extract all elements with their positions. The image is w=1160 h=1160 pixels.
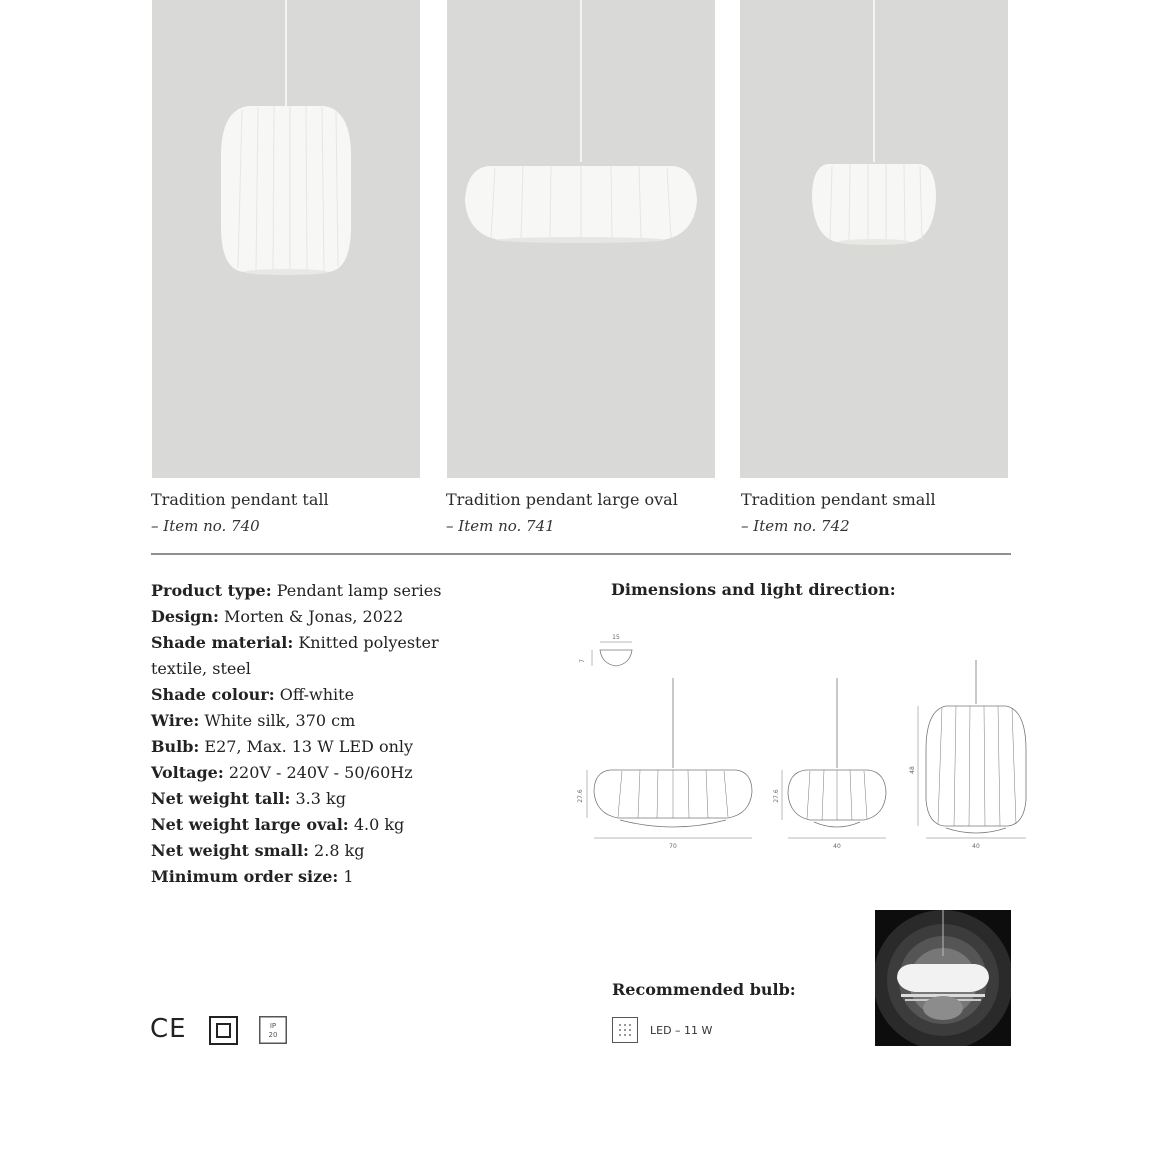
ip-rating-top: IP xyxy=(269,1022,277,1030)
bulb-label: LED – 11 W xyxy=(650,1024,713,1037)
pendant-small-illustration xyxy=(740,0,1008,478)
product-item-large-oval: – Item no. 741 xyxy=(446,517,555,535)
spec-design: Design: Morten & Jonas, 2022 xyxy=(151,607,404,626)
spec-shade-material: Shade material: Knitted polyester textile, steel xyxy=(151,633,439,678)
ip-rating-bottom: 20 xyxy=(268,1031,278,1039)
spec-weight-tall: Net weight tall: 3.3 kg xyxy=(151,789,346,808)
spec-minimum-order: Minimum order size: 1 xyxy=(151,867,354,886)
dimensions-heading: Dimensions and light direction: xyxy=(611,580,896,599)
dimensions-drawing xyxy=(570,620,1040,860)
dim-tall-width: 40 xyxy=(972,843,980,850)
dim-canopy-width: 15 xyxy=(612,634,620,641)
spec-product-type: Product type: Pendant lamp series xyxy=(151,581,442,600)
product-item-small: – Item no. 742 xyxy=(741,517,850,535)
dim-small-height: 27.6 xyxy=(773,789,780,803)
spec-weight-large-oval: Net weight large oval: 4.0 kg xyxy=(151,815,405,834)
spec-wire: Wire: White silk, 370 cm xyxy=(151,711,356,730)
double-insulation-icon xyxy=(209,1016,238,1045)
bulb-heading: Recommended bulb: xyxy=(612,980,796,999)
led-bulb-icon xyxy=(612,1017,638,1043)
ip-rating-icon xyxy=(259,1016,287,1044)
photo-pendant-tall xyxy=(152,0,420,478)
spec-voltage: Voltage: 220V - 240V - 50/60Hz xyxy=(151,763,413,782)
dim-small-width: 40 xyxy=(833,843,841,850)
dim-tall-height: 48 xyxy=(909,766,916,774)
spec-list xyxy=(151,578,491,890)
product-name-large-oval: Tradition pendant large oval xyxy=(446,490,678,509)
spec-shade-colour: Shade colour: Off-white xyxy=(151,685,355,704)
product-name-small: Tradition pendant small xyxy=(741,490,936,509)
photo-pendant-large-oval xyxy=(447,0,715,478)
product-item-tall: – Item no. 740 xyxy=(151,517,260,535)
pendant-large-oval-illustration xyxy=(447,0,715,478)
ce-mark-icon: CE xyxy=(150,1014,187,1044)
pendant-tall-illustration xyxy=(152,0,420,478)
dim-large-oval-width: 70 xyxy=(669,843,677,850)
dim-large-oval-height: 27.6 xyxy=(577,789,584,803)
spec-weight-small: Net weight small: 2.8 kg xyxy=(151,841,365,860)
section-divider xyxy=(151,553,1011,555)
photo-pendant-small xyxy=(740,0,1008,478)
dim-canopy-height: 7 xyxy=(579,659,586,663)
product-name-tall: Tradition pendant tall xyxy=(151,490,329,509)
spec-bulb: Bulb: E27, Max. 13 W LED only xyxy=(151,737,414,756)
light-direction-image xyxy=(875,910,1011,1046)
light-glow-illustration xyxy=(875,910,1011,1046)
